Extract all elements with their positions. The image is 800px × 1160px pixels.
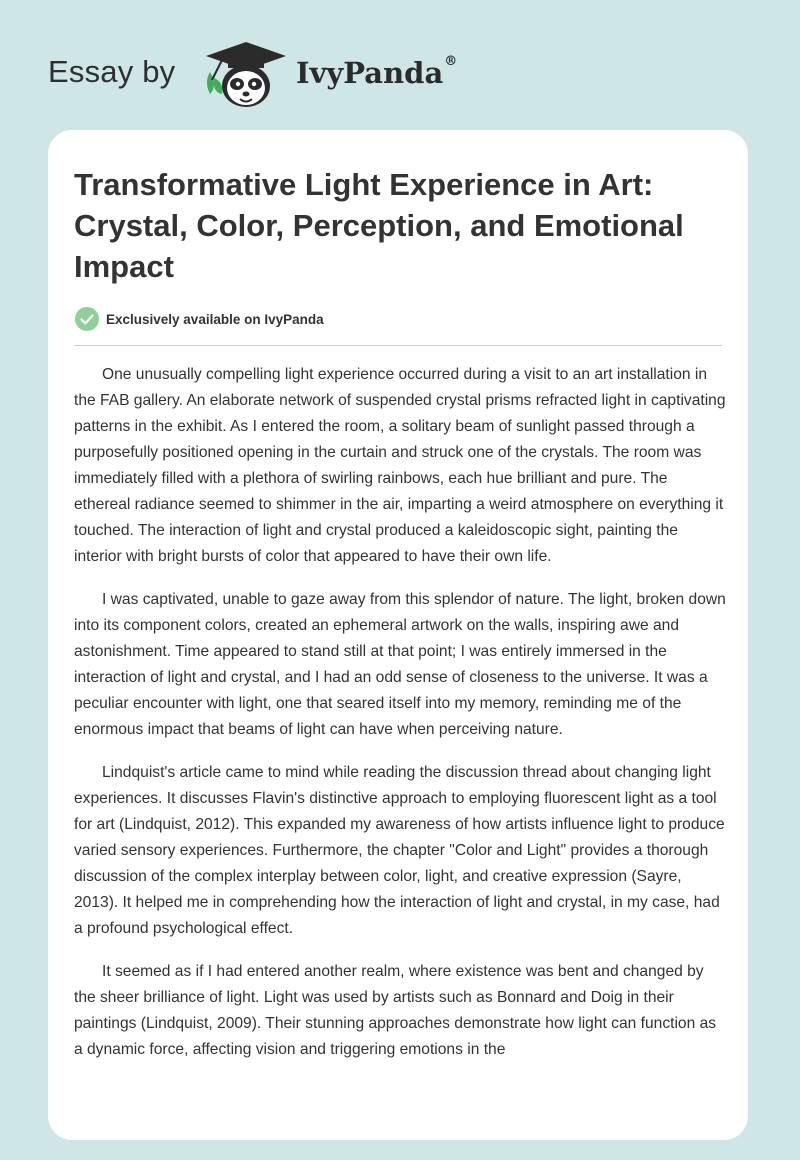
check-circle-icon bbox=[74, 306, 100, 332]
essay-card bbox=[48, 130, 748, 1140]
essay-by-label: Essay by bbox=[48, 54, 176, 89]
brand-text: IvyPanda bbox=[296, 56, 444, 90]
panda-logo-icon[interactable] bbox=[200, 38, 292, 110]
paragraph: It seemed as if I had entered another realm, where existence was bent and changed by the sheer brilliance of light. Light was used by artists such as Bonnard and Doig in their paintings (Lindquist, 2009). Their stunning approaches demonstrate how light can function as a dynamic force, affecting vision and triggering emotions in the bbox=[74, 963, 717, 1058]
paragraph: I was captivated, unable to gaze away from this splendor of nature. The light, broken down into its component colors, created an ephemeral artwork on the walls, inspiring awe and astonishment. Time appeared to stand still at that point; I was entirely immersed in the interaction of light and crystal, and I had an odd sense of closeness to the universe. It was a peculiar encounter with light, one that seared itself into my memory, reminding me of the enormous impact that beams of light can have when perceiving nature. bbox=[74, 591, 726, 738]
registered-mark: ® bbox=[444, 54, 458, 69]
essay-title: Transformative Light Experience in Art: Crystal, Color, Perception, and Emotional Impact bbox=[74, 167, 684, 284]
exclusive-badge-label: Exclusively available on IvyPanda bbox=[106, 311, 324, 327]
site-header bbox=[0, 0, 800, 130]
exclusive-badge bbox=[74, 306, 324, 332]
paragraph: One unusually compelling light experience occurred during a visit to an art installation in the FAB gallery. An elaborate network of suspended crystal prisms refracted light in captivating patterns in the exhibit. As I entered the room, a solitary beam of sunlight passed through a purposefully positioned opening in the curtain and struck one of the crystals. The room was immediately filled with a plethora of swirling rainbows, each hue brilliant and pure. The ethereal radiance seemed to shimmer in the air, imparting a weird atmosphere on everything it touched. The interaction of light and crystal produced a kaleidoscopic sight, painting the interior with bright bursts of color that appeared to have their own life. bbox=[74, 366, 726, 565]
divider bbox=[74, 345, 722, 346]
paragraph: Lindquist's article came to mind while reading the discussion thread about changing light experiences. It discusses Flavin's distinctive approach to employing fluorescent light as a tool for art (Lindquist, 2012). This expanded my awareness of how artists influence light to produce varied sensory experiences. Furthermore, the chapter "Color and Light" provides a thorough discussion of the complex interplay between color, light, and creative expression (Sayre, 2013). It helped me in comprehending how the interaction of light and crystal, in my case, had a profound psychological effect. bbox=[74, 764, 725, 937]
essay-body bbox=[74, 362, 726, 1080]
brand-name[interactable] bbox=[296, 56, 457, 90]
